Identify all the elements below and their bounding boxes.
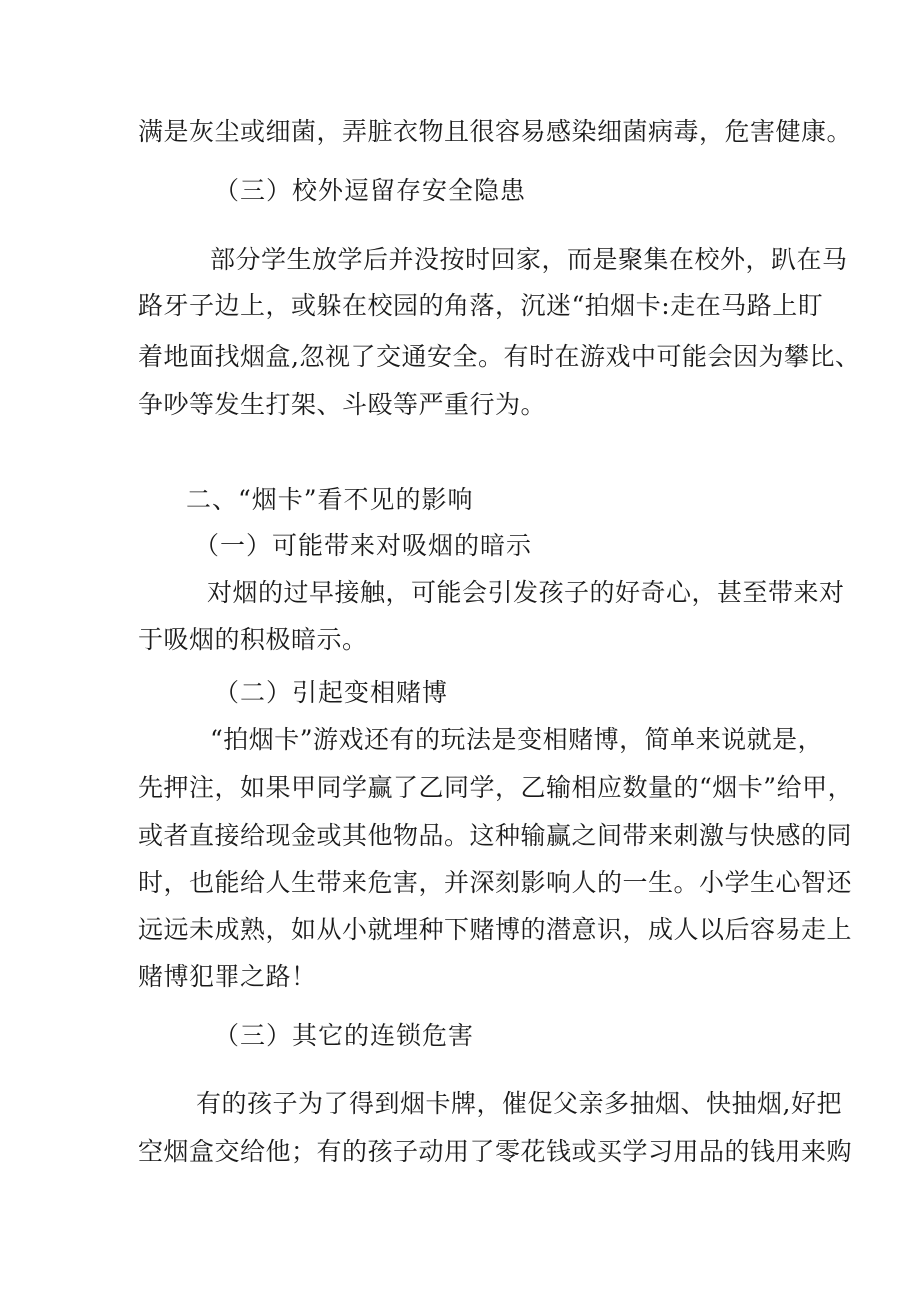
section-heading: （一）可能带来对吸烟的暗示 [194, 531, 533, 560]
section-heading: （三）校外逗留存安全隐患 [214, 176, 527, 205]
paragraph-line: 赌博犯罪之路！ [138, 962, 317, 991]
paragraph-line: 有的孩子为了得到烟卡牌，催促父亲多抽烟、快抽烟,好把 [196, 1089, 842, 1118]
paragraph-line: 空烟盒交给他；有的孩子动用了零花钱或买学习用品的钱用来购 [138, 1137, 853, 1166]
chapter-heading: 二、“烟卡”看不见的影响 [186, 485, 474, 514]
paragraph-line: “拍烟卡”游戏还有的玩法是变相赌博，简单来说就是， [210, 725, 824, 754]
paragraph-line: 满是灰尘或细菌，弄脏衣物且很容易感染细菌病毒，危害健康。 [138, 117, 853, 146]
paragraph-line: 对烟的过早接触，可能会引发孩子的好奇心，甚至带来对 [207, 578, 845, 607]
section-heading: （三）其它的连锁危害 [214, 1021, 475, 1050]
paragraph-line: 路牙子边上，或躲在校园的角落，沉迷“拍烟卡:走在马路上盯 [138, 291, 824, 320]
paragraph-line: 于吸烟的积极暗示。 [138, 625, 368, 654]
paragraph-line: 争吵等发生打架、斗殴等严重行为。 [138, 390, 547, 419]
paragraph-line: 部分学生放学后并没按时回家，而是聚集在校外，趴在马 [210, 245, 848, 274]
paragraph-line: 远远未成熟，如从小就埋种下赌博的潜意识，成人以后容易走上 [138, 915, 853, 944]
paragraph-line: 或者直接给现金或其他物品。这种输赢之间带来刺激与快感的同 [138, 821, 853, 850]
section-heading: （二）引起变相赌博 [214, 678, 449, 707]
paragraph-line: 先押注，如果甲同学赢了乙同学，乙输相应数量的“烟卡”给甲， [138, 773, 854, 802]
paragraph-line: 着地面找烟盒,忽视了交通安全。有时在游戏中可能会因为攀比、 [138, 342, 861, 371]
paragraph-line: 时，也能给人生带来危害，并深刻影响人的一生。小学生心智还 [138, 868, 853, 897]
